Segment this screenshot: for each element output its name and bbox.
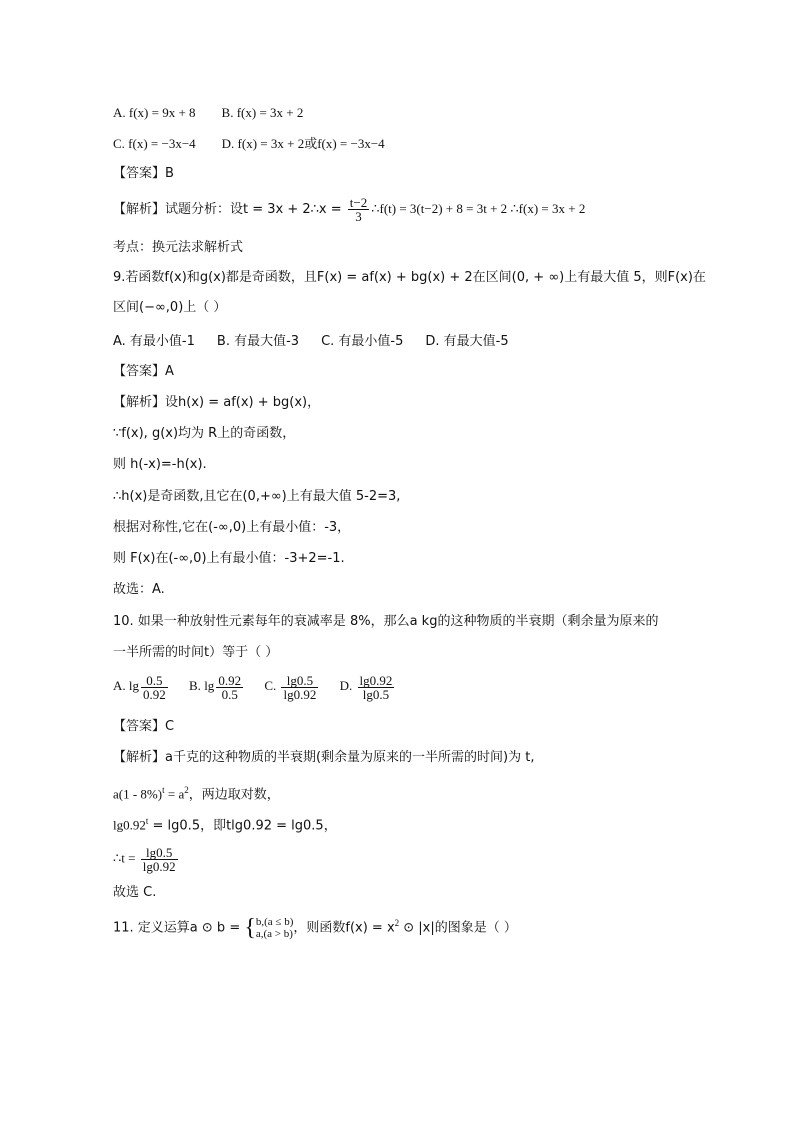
q10-sol-line1: 【解析】a千克的这种物质的半衰期(剩余量为原来的一半所需的时间)为 t, [113, 750, 535, 765]
q10-answer: 【答案】C [113, 719, 175, 734]
q10-option-c: C. $\frac{\lg 0.5}{\lg 0.92}$ [264, 673, 317, 702]
q8-option-d: D. f(x) = 3x + 2或f(x) = −3x−4 [221, 136, 385, 151]
q9-option-b: B. 有最大值-3 [216, 334, 300, 349]
q10-option-b: B. lg $\frac{0.92}{0.5}$ [189, 673, 242, 702]
q10-option-d: D. $\frac{\lg 0.92}{\lg 0.5}$ [339, 673, 393, 702]
q10-stem-line1: 10. 如果一种放射性元素每年的衰减率是 8%，那么a kg的这种物质的半衰期（剩余量为原来的 [113, 614, 659, 629]
q8-fraction: $\frac{t-2}{3}$ [349, 195, 368, 224]
left-brace-icon: { [244, 914, 256, 941]
q10-sol-line3: $\lg 0.92^t = \lg 0.5$，即tlg0.92 = lg0.5， [113, 816, 337, 834]
q9-option-a: A. 有最小值-1 [113, 334, 195, 349]
q8-option-a: A. f(x) = 9x + 8 [113, 105, 196, 120]
q10-sol-line4: ∴t = $\frac{\lg 0.5}{\lg 0.92}$ [113, 845, 176, 874]
q8-answer: 【答案】B [113, 166, 174, 181]
q8-option-c: C. f(x) = −3x−4 [113, 136, 196, 151]
q9-stem-line2: 区间(−∞,0)上（ ） [113, 300, 227, 315]
q9-sol-line4: ∴h(x)是奇函数,且它在(0,+∞)上有最大值 5-2=3, [113, 489, 401, 504]
q9-answer: 【答案】A [113, 364, 174, 379]
q9-sol-line3: 则 h(-x)=-h(x). [113, 457, 207, 472]
q8-kaodian: 考点：换元法求解析式 [113, 240, 244, 255]
q9-sol-line2: ∵f(x), g(x)均为 R上的奇函数， [113, 426, 296, 441]
q9-options [113, 334, 509, 350]
q9-sol-line6: 则 F(x)在(-∞,0)上有最小值：-3+2=-1. [113, 551, 345, 566]
q10-options [113, 674, 396, 701]
q9-option-d: D. 有最大值-5 [425, 334, 509, 349]
q9-option-c: C. 有最小值-5 [321, 334, 404, 349]
q10-option-a: A. lg $\frac{0.5}{0.92}$ [113, 673, 166, 702]
q8-options-row2 [113, 136, 385, 152]
q10-sol-line5: 故选 C. [113, 885, 157, 900]
q10-stem-line2: 一半所需的时间t）等于（ ） [113, 645, 279, 660]
q8-option-b: B. f(x) = 3x + 2 [221, 105, 304, 120]
q10-sol-line2: $a(1 - 8\%)^t = a^2$，两边取对数， [113, 785, 280, 803]
q9-sol-line1: 【解析】设h(x) = af(x) + bg(x)， [113, 395, 321, 410]
q11-stem: 11. 定义运算a ⊙ b = { b,(a ≤ b) a,(a > b) ，则函数$f(x) = x^2$ ⊙ |x|的图象是（ ） [113, 914, 517, 941]
q8-analysis: 【解析】试题分析：设t = 3x + 2∴x = $\frac{t-2}{3}$ ∴f(t) = 3(t−2) + 8 = 3t + 2 ∴f(x) = 3x + 2 [113, 195, 586, 224]
q9-sol-line5: 根据对称性,它在(-∞,0)上有最小值：-3， [113, 520, 351, 535]
q9-stem-line1: 9.若函数f(x)和g(x)都是奇函数，且F(x) = af(x) + bg(x) + 2在区间(0, + ∞)上有最大值 5，则F(x)在 [113, 270, 706, 285]
q8-options-row1 [113, 105, 303, 121]
q9-sol-line7: 故选：A. [113, 582, 165, 597]
q11-cases: b,(a ≤ b) a,(a > b) [255, 915, 294, 940]
